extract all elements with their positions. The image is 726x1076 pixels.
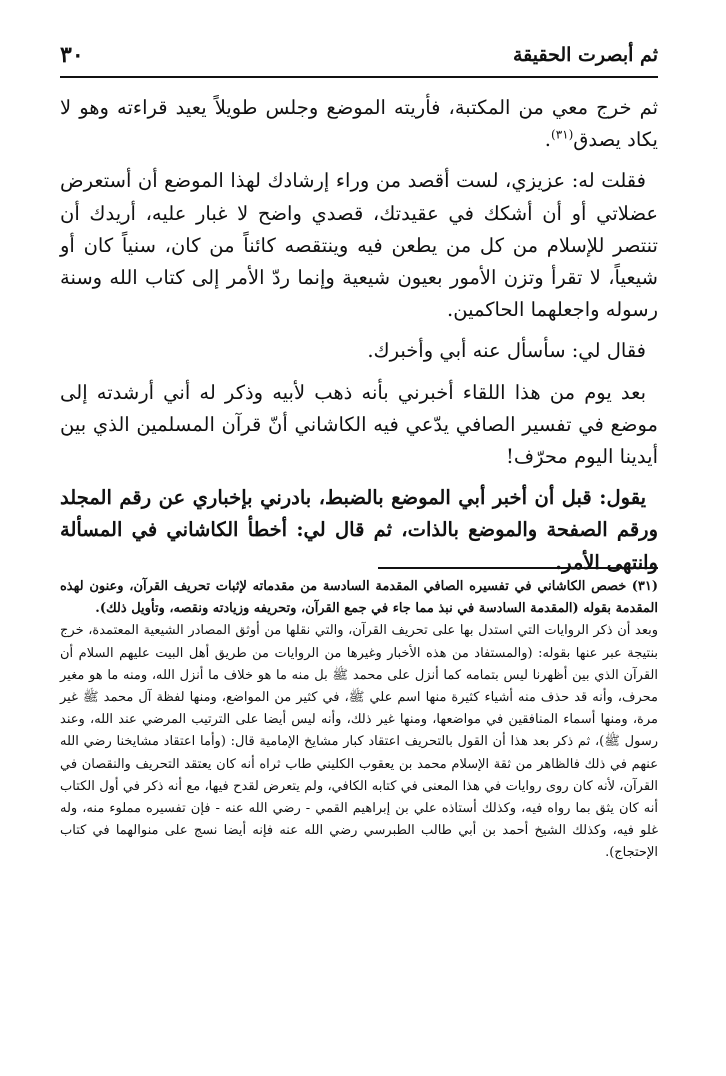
paragraph-1: ثم خرج معي من المكتبة، فأريته الموضع وجلس طويلاً يعيد قراءته وهو لا يكاد يصدق$^{(٣١)}$. [60,96,658,152]
footnote-body: وبعد أن ذكر الروايات التي استدل بها على تحريف القرآن، والتي نقلها من أوثق المصادر الشيعية المعتمدة، خرج بنتيجة عبر عنها بقوله: (والمستفاد من هذه الأخبار وغيرها من الروايات من طريق أهل البيت عليهم السلام أن القرآن الذي بين أظهرنا ليس بتمامه كما أنزل على محمد ﷺ بل منه ما هو خلاف ما أنزل الله، ومنه ما هو مغير محرف، وأنه قد حذف منه أشياء كثيرة منها اسم علي ﷺ، في كثير من المواضع، ومنها لفظة آل محمد ﷺ غير مرة، ومنها أسماء المنافقين في مواضعها، ومنها غير ذلك، وأنه ليس أيضا على الترتيب المرضي عند الله، وعند رسول ﷺ)، ثم ذكر بعد هذا أن القول بالتحريف اعتقاد كبار مشايخ الإمامية قال: (وأما اعتقاد مشايخنا رضي الله عنهم في ذلك فالظاهر من ثقة الإسلام محمد بن يعقوب الكليني طاب ثراه أنه كان يعتقد التحريف والنقصان في القرآن، لأنه كان روى روايات في هذا المعنى في كتابه الكافي، ولم يتعرض لقدح فيها، مع أنه ذكر في أول الكتاب أنه كان يثق بما رواه فيه، وكذلك أستاذه علي بن إبراهيم القمي - رضي الله عنه - فإن تفسيره مملوء منه، وله غلو فيه، وكذلك الشيخ أحمد بن أبي طالب الطبرسي رضي الله عنه فإنه أيضا نسج على منوالهما في كتاب الإحتجاج). [60,623,658,861]
footnote-lead [60,576,658,620]
footnote-number: (٣١) [631,579,658,594]
footnote-divider [378,567,658,569]
paragraph-5: يقول: قبل أن أخبر أبي الموضع بالضبط، بادرني بإخباري عن رقم المجلد ورقم الصفحة والموضع بالذات، ثم قال لي: أخطأ الكاشاني في المسألة وانتهى الأمر. [60,486,658,574]
main-text [60,92,658,579]
footnote-lead-text: خصص الكاشاني في تفسيره الصافي المقدمة السادسة من مقدماته لإثبات تحريف القرآن، وعنون لهذه المقدمة بقوله (المقدمة السادسة في نبذ مما جاء في جمع القرآن، وتحريفه وزيادته ونقصه، وتأويل ذلك). [60,579,658,617]
paragraph-2: فقلت له: عزيزي، لست أقصد من وراء إرشادك لهذا الموضع أن أستعرض عضلاتي أو أن أشكك في عقيدتك، قصدي واضح لا غبار عليه، أريدك أن تنتصر للإسلام من كل من يطعن فيه وينتقصه كائناً من كان، سنياً كان أو شيعياً، لا تقرأ وتزن الأمور بعيون شيعية وإنما ردّ الأمر إلى كتاب الله وسنة رسوله واجعلهما الحاكمين. [60,169,658,322]
footnotes [60,576,658,865]
paragraph-3: فقال لي: سأسأل عنه أبي وأخبرك. [367,339,646,363]
page-number: ٣٠ [60,42,84,68]
running-header [60,40,658,78]
paragraph-1-text: ثم خرج معي من المكتبة، فأريته الموضع وجلس طويلاً يعيد قراءته وهو لا يكاد يصدق [60,96,658,152]
paragraph-4: بعد يوم من هذا اللقاء أخبرني بأنه ذهب لأبيه وذكر له أني أرشدته إلى موضع في تفسير الصافي يدّعي فيه الكاشاني أنّ قرآن المسلمين الذي بين أيدينا اليوم محرّف! [60,380,658,469]
footnote-reference: (٣١) [551,127,574,142]
running-title: ثم أبصرت الحقيقة [512,44,658,66]
